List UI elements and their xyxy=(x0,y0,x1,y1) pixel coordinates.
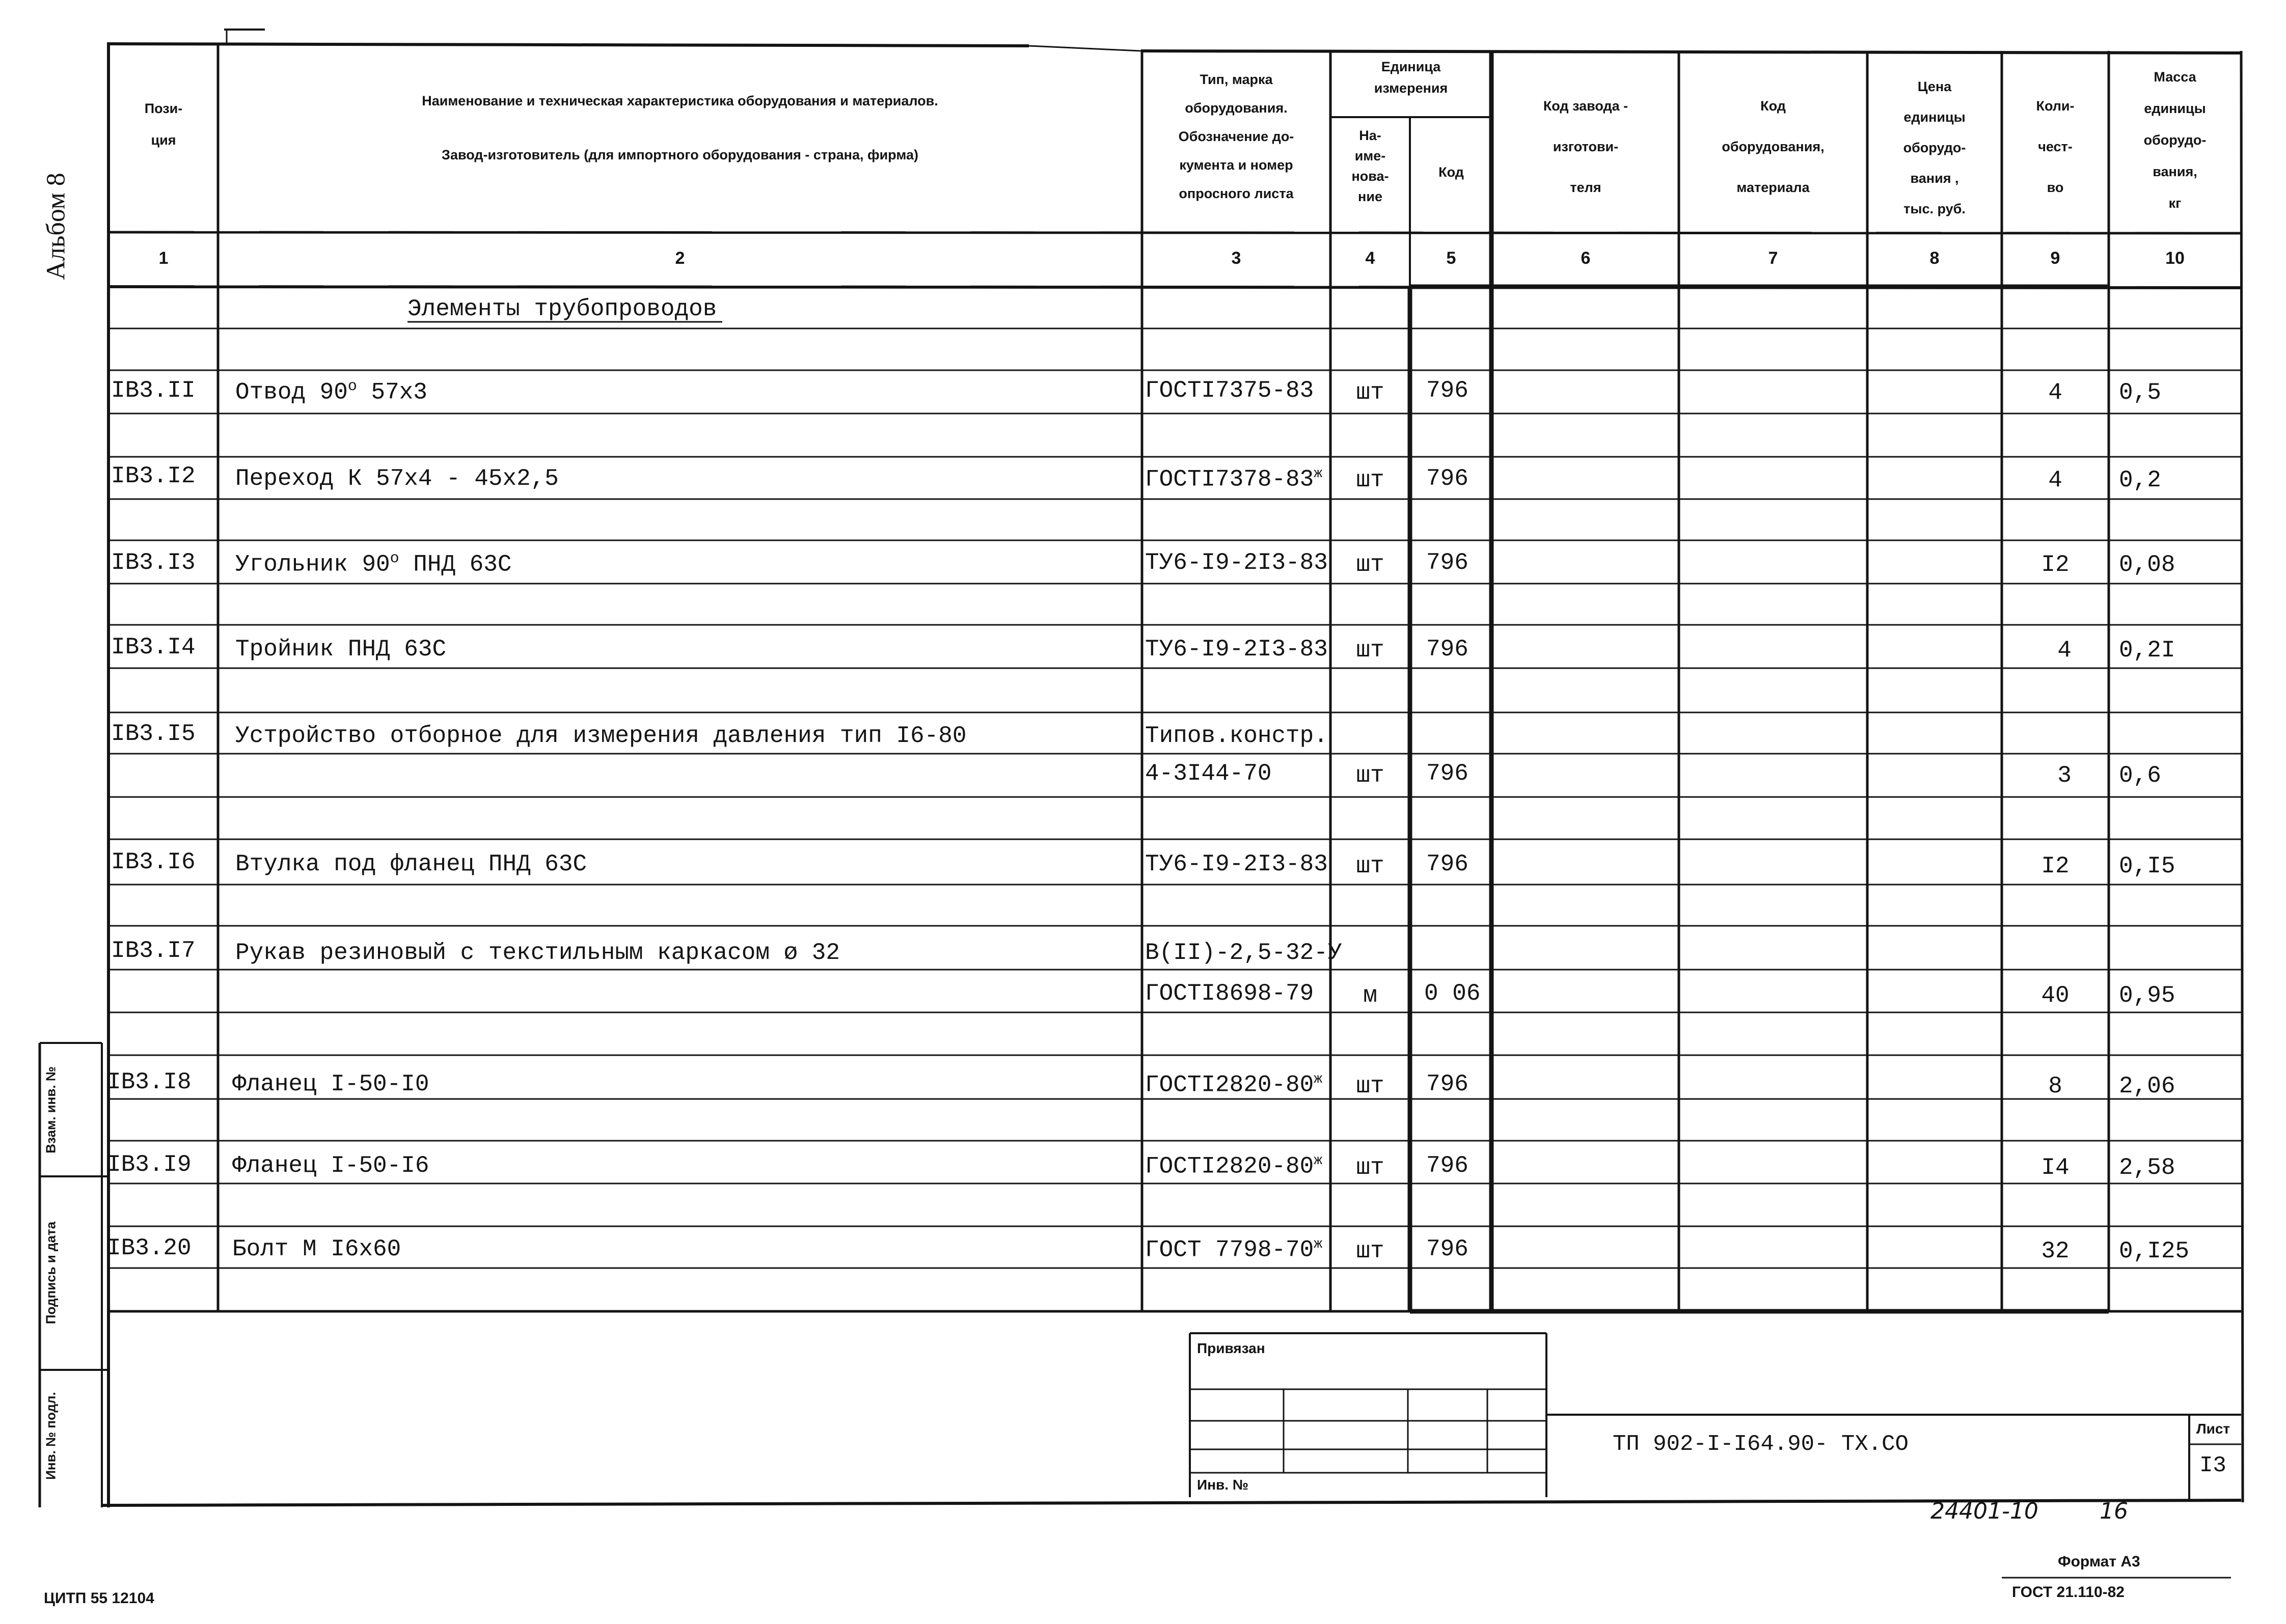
header-position-line2: ция xyxy=(151,132,176,148)
row-4-name: Тройник ПНД 63С xyxy=(235,636,447,663)
row-4-unit: шт xyxy=(1356,637,1384,664)
row-4-position: IB3.I4 xyxy=(111,634,196,660)
header-price-line2: единицы xyxy=(1903,109,1966,125)
row-1-doc: ГОСТI7375-83 xyxy=(1145,377,1314,404)
stamp-sheet-number: I3 xyxy=(2199,1453,2226,1478)
row-2-mass: 0,2 xyxy=(2119,467,2161,493)
row-7-unit: м xyxy=(1363,982,1377,1009)
header-quantity xyxy=(2003,86,2108,208)
row-6-unit: шт xyxy=(1356,853,1384,879)
row-7-name: Рукав резиновый с текстильным каркасом ø 32 xyxy=(235,940,840,966)
row-1-unit: шт xyxy=(1356,379,1384,406)
row-6-qty: I2 xyxy=(2041,853,2070,879)
row-6-name: Втулка под фланец ПНД 63С xyxy=(235,851,587,877)
album-label: Альбом 8 xyxy=(41,173,71,280)
row-6-doc: ТУ6-I9-2I3-83 xyxy=(1145,851,1328,877)
header-price-line4: вания , xyxy=(1910,171,1959,186)
stamp-doc-code: ТП 902-I-I64.90- ТХ.СО xyxy=(1613,1432,1909,1457)
footer-printer: ЦИТП 55 12104 xyxy=(44,1590,154,1607)
row-2-code: 796 xyxy=(1426,465,1468,492)
stamp-bound-label: Привязан xyxy=(1197,1340,1265,1356)
row-7-doc-line2: ГОСТI8698-79 xyxy=(1145,980,1314,1007)
header-price-line1: Цена xyxy=(1917,79,1952,94)
row-1-position: IB3.II xyxy=(111,377,196,404)
col-num-3: 3 xyxy=(1231,249,1241,268)
row-9-mass: 2,58 xyxy=(2119,1154,2175,1181)
row-8-unit: шт xyxy=(1356,1073,1384,1099)
row-1-name xyxy=(235,379,427,404)
header-type-line3: Обозначение до- xyxy=(1178,129,1294,144)
header-factory-line2: изготови- xyxy=(1553,139,1619,154)
row-7-mass: 0,95 xyxy=(2119,982,2175,1009)
row-8-position: IB3.I8 xyxy=(107,1069,192,1095)
row-3-code: 796 xyxy=(1426,549,1468,576)
row-7-doc: В(II)-2,5-32-У xyxy=(1145,940,1342,966)
header-mass xyxy=(2110,61,2240,219)
row-8-code: 796 xyxy=(1426,1071,1468,1097)
row-4-mass: 0,2I xyxy=(2119,637,2175,664)
row-5-qty: 3 xyxy=(2057,762,2072,789)
side-stamp-sign: Подпись и дата xyxy=(43,1221,59,1325)
handwritten-page: 16 xyxy=(2100,1498,2128,1524)
header-price-line3: оборудо- xyxy=(1903,140,1966,155)
row-4-code: 796 xyxy=(1426,636,1468,663)
row-2-doc-mark: ж xyxy=(1314,466,1323,482)
header-type-line5: опросного листа xyxy=(1179,186,1294,201)
side-stamp-replace: Взам. инв. № xyxy=(43,1066,59,1153)
row-10-code: 796 xyxy=(1426,1236,1468,1262)
header-unit-name-line4: ние xyxy=(1358,189,1382,204)
header-name xyxy=(219,87,1141,169)
footer-format: Формат А3 xyxy=(2058,1553,2140,1570)
row-5-position: IB3.I5 xyxy=(111,721,196,747)
row-9-doc xyxy=(1145,1154,1322,1178)
header-mass-line5: кг xyxy=(2168,196,2182,211)
header-quantity-line2: чест- xyxy=(2038,139,2073,154)
side-stamp-inv: Инв. № подл. xyxy=(43,1392,59,1480)
row-2-name: Переход К 57х4 - 45х2,5 xyxy=(235,465,559,492)
col-num-7: 7 xyxy=(1768,249,1778,268)
header-unit-line1: Единица xyxy=(1381,59,1441,74)
row-9-code: 796 xyxy=(1426,1152,1468,1179)
row-3-position: IB3.I3 xyxy=(111,549,196,576)
row-10-doc-mark: ж xyxy=(1314,1236,1323,1252)
row-9-doc-text: ГОСТI2820-80 xyxy=(1145,1153,1314,1180)
row-4-doc: ТУ6-I9-2I3-83 xyxy=(1145,636,1328,663)
header-position-line1: Пози- xyxy=(144,101,183,116)
row-2-position: IB3.I2 xyxy=(111,463,196,489)
row-1-code: 796 xyxy=(1426,377,1468,404)
row-9-doc-mark: ж xyxy=(1314,1153,1323,1169)
row-8-doc-mark: ж xyxy=(1314,1071,1323,1087)
row-7-code: 0 06 xyxy=(1424,980,1481,1007)
row-6-mass: 0,I5 xyxy=(2119,853,2175,879)
row-9-unit: шт xyxy=(1356,1154,1384,1181)
row-10-doc xyxy=(1145,1237,1322,1261)
row-3-name-text: Угольник 90 xyxy=(235,551,390,578)
header-mass-line4: вания, xyxy=(2153,164,2197,179)
row-5-unit: шт xyxy=(1356,762,1384,789)
row-1-qty: 4 xyxy=(2048,379,2062,406)
header-unit-name-line3: нова- xyxy=(1351,169,1389,184)
row-3-mass: 0,08 xyxy=(2119,552,2175,578)
header-mass-line1: Масса xyxy=(2154,69,2196,85)
row-1-name-text: Отвод 90 xyxy=(235,379,348,406)
row-5-name: Устройство отборное для измерения давления тип I6-80 xyxy=(235,723,967,749)
col-num-1: 1 xyxy=(158,249,169,268)
row-10-qty: 32 xyxy=(2041,1238,2070,1264)
header-factory-line1: Код завода - xyxy=(1543,98,1628,114)
header-type-line2: оборудования. xyxy=(1185,100,1288,116)
col-num-8: 8 xyxy=(1929,249,1940,268)
row-8-name: Фланец I-50-I0 xyxy=(232,1071,429,1097)
header-name-line1: Наименование и техническая характеристика оборудования и материалов. xyxy=(422,93,938,108)
row-5-mass: 0,6 xyxy=(2119,762,2161,789)
header-equipment-line1: Код xyxy=(1760,98,1786,114)
header-unit-line2: измерения xyxy=(1374,80,1448,96)
header-factory-code xyxy=(1493,86,1678,208)
row-5-doc-line2: 4-3I44-70 xyxy=(1145,760,1272,787)
stamp-sheet-label: Лист xyxy=(2196,1421,2230,1437)
row-6-code: 796 xyxy=(1426,851,1468,877)
col-num-2: 2 xyxy=(675,249,685,268)
row-8-mass: 2,06 xyxy=(2119,1073,2175,1099)
row-7-qty: 40 xyxy=(2041,982,2070,1009)
row-3-name xyxy=(235,551,512,576)
header-type-line4: кумента и номер xyxy=(1179,157,1293,173)
header-name-line2: Завод-изготовитель (для импортного оборудования - страна, фирма) xyxy=(442,147,918,162)
header-quantity-line3: во xyxy=(2047,180,2064,195)
row-2-unit: шт xyxy=(1356,467,1384,493)
row-6-position: IB3.I6 xyxy=(111,849,196,875)
header-unit-name-line2: име- xyxy=(1354,148,1386,163)
header-mass-line3: оборудо- xyxy=(2143,132,2207,148)
row-2-doc xyxy=(1145,467,1322,491)
stamp-inv-label: Инв. № xyxy=(1197,1477,1249,1493)
header-mass-line2: единицы xyxy=(2144,101,2206,116)
col-num-10: 10 xyxy=(2165,249,2185,268)
row-2-qty: 4 xyxy=(2048,467,2062,493)
section-title: Элементы трубопроводов xyxy=(407,296,717,322)
row-3-name-tail: ПНД 63С xyxy=(399,551,512,578)
header-equipment-code xyxy=(1680,86,1866,208)
col-num-6: 6 xyxy=(1581,249,1591,268)
row-1-mass: 0,5 xyxy=(2119,379,2161,406)
row-2-doc-text: ГОСТI7378-83 xyxy=(1145,466,1314,493)
header-position xyxy=(110,94,217,154)
row-3-qty: I2 xyxy=(2041,552,2070,578)
row-3-unit: шт xyxy=(1356,552,1384,578)
row-9-qty: I4 xyxy=(2041,1154,2070,1181)
header-unit-name-line1: На- xyxy=(1359,128,1381,143)
row-8-doc xyxy=(1145,1072,1322,1096)
header-price-line5: тыс. руб. xyxy=(1903,201,1966,216)
col-num-4: 4 xyxy=(1365,249,1375,268)
row-8-doc-text: ГОСТI2820-80 xyxy=(1145,1071,1314,1098)
header-unit-name xyxy=(1331,125,1409,207)
header-factory-line3: теля xyxy=(1570,180,1601,195)
header-price xyxy=(1868,71,2001,224)
row-3-name-sup: о xyxy=(390,550,399,567)
row-4-qty: 4 xyxy=(2057,637,2072,664)
handwritten-number: 24401-10 xyxy=(1930,1498,2038,1524)
row-1-name-sup: о xyxy=(347,378,357,395)
header-quantity-line1: Коли- xyxy=(2036,98,2075,114)
row-9-position: IB3.I9 xyxy=(107,1151,192,1178)
row-10-doc-text: ГОСТ 7798-70 xyxy=(1145,1236,1314,1263)
header-type xyxy=(1143,65,1329,208)
row-10-name: Болт М I6х60 xyxy=(232,1236,401,1262)
row-1-name-tail: 57х3 xyxy=(357,379,427,406)
header-unit-group xyxy=(1331,56,1490,99)
row-8-qty: 8 xyxy=(2048,1073,2062,1099)
header-equipment-line3: материала xyxy=(1736,180,1810,195)
col-num-9: 9 xyxy=(2050,249,2060,268)
row-10-unit: шт xyxy=(1356,1238,1384,1264)
col-num-5: 5 xyxy=(1446,249,1456,268)
row-7-position: IB3.I7 xyxy=(111,938,196,964)
header-type-line1: Тип, марка xyxy=(1200,72,1273,87)
row-9-name: Фланец I-50-I6 xyxy=(232,1152,429,1179)
footer-gost: ГОСТ 21.110-82 xyxy=(2012,1584,2125,1601)
row-10-mass: 0,I25 xyxy=(2119,1238,2190,1264)
row-5-doc: Типов.констр. xyxy=(1145,723,1328,749)
row-5-code: 796 xyxy=(1426,760,1468,787)
row-10-position: IB3.20 xyxy=(107,1235,192,1261)
row-3-doc: ТУ6-I9-2I3-83 xyxy=(1145,549,1328,576)
header-equipment-line2: оборудования, xyxy=(1722,139,1825,154)
header-unit-code: Код xyxy=(1438,164,1464,180)
